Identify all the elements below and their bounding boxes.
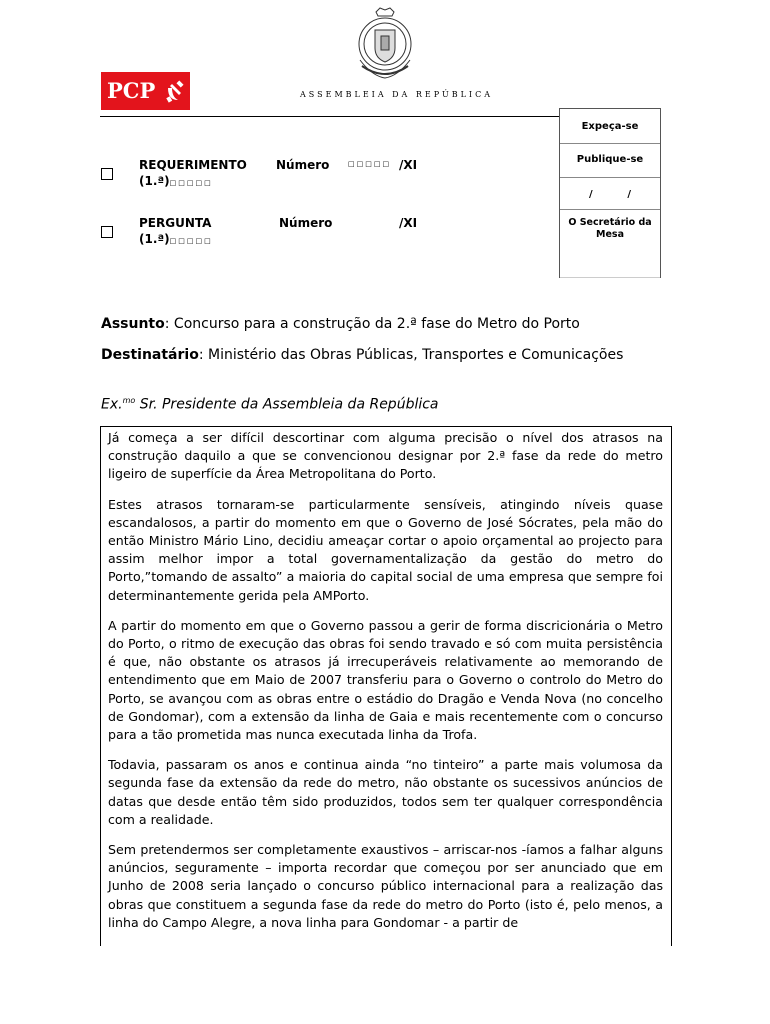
stamp-divider: [560, 143, 660, 144]
subject-text: : Concurso para a construção da 2.ª fase do Metro do Porto: [164, 316, 580, 332]
pcp-party-logo: [101, 72, 190, 110]
coat-of-arms-crest: [352, 6, 418, 80]
pergunta-legislature: /XI: [399, 216, 418, 230]
stamp-box: [559, 108, 661, 278]
pergunta-checkbox[interactable]: [101, 226, 113, 238]
recipient-line: [101, 347, 623, 363]
salutation-superscript: mo: [122, 396, 136, 405]
body-paragraph: Todavia, passaram os anos e continua ainda “no tinteiro” a parte mais volumosa da segunda fase da extensão da rede do metro, não obstante os sucessivos anúncios de datas que desde então têm sido produzidos, todos sem ter qualquer correspondência com a realidade.: [108, 757, 663, 827]
salutation: [101, 396, 439, 413]
hammer-sickle-icon: [164, 80, 186, 104]
subject-label: Assunto: [101, 316, 165, 332]
pergunta-label: PERGUNTA: [139, 216, 212, 230]
pcp-logo-text: PCP: [107, 78, 156, 103]
pergunta-series-boxes[interactable]: □□□□□: [169, 237, 213, 245]
requerimento-numero-label: Número: [276, 158, 330, 172]
pergunta-series: [139, 232, 213, 246]
requerimento-legislature: /XI: [399, 158, 418, 172]
requerimento-checkbox[interactable]: [101, 168, 113, 180]
requerimento-series: [139, 174, 213, 188]
date-field: / /: [588, 189, 632, 200]
body-paragraph: Já começa a ser difícil descortinar com alguma precisão o nível dos atrasos na construção daquilo a que se convencionou designar por 2.ª fase da rede do metro ligeiro de superfície da Área Metropolitana do Porto.: [108, 430, 663, 482]
salutation-text: Sr. Presidente da Assembleia da República: [135, 396, 439, 413]
body-paragraph: A partir do momento em que o Governo passou a gerir de forma discricionária o Metro do Porto, o ritmo de execução das obras foi sendo travado e só com muita persistência é que, não obstante os atrasos já irrecuperáveis relativamente ao memorando de entendimento que em Maio de 2007 transferiu para o Governo o controlo do Metro do Porto, se avançou com as obras entre o estádio do Dragão e Venda Nova (no concelho de Gondomar), com a extensão da linha de Gaia e mais recentemente com o concurso para a tão prometida mas nunca executada linha da Trofa.: [108, 617, 663, 743]
pergunta-series-label: (1.ª): [139, 232, 170, 246]
header-divider: [100, 116, 560, 117]
requerimento-label: REQUERIMENTO: [139, 158, 247, 172]
requerimento-series-boxes[interactable]: □□□□□: [169, 179, 213, 187]
expeca-label: Expeça-se: [581, 121, 639, 132]
secretario-label: O Secretário da Mesa: [568, 217, 652, 240]
body-text-box: [100, 426, 672, 946]
body-paragraph: Estes atrasos tornaram-se particularmente sensíveis, atingindo níveis quase escandalosos, a partir do momento em que o Governo de José Sócrates, pela mão do então Ministro Mário Lino, decidiu ameaçar cortar o apoio orçamental ao projecto para assim melhor impor a total governamentalização da gestão do metro do Porto,”tomando de assalto” a maioria do capital social de uma empresa que sempre foi determinantemente gerida pela AMPorto.: [108, 496, 663, 603]
institution-header: ASSEMBLEIA DA REPÚBLICA: [300, 90, 493, 99]
publique-label: Publique-se: [576, 154, 644, 165]
stamp-divider: [560, 177, 660, 178]
pergunta-numero-label: Número: [279, 216, 333, 230]
stamp-divider: [560, 209, 660, 210]
subject-line: [101, 316, 580, 332]
recipient-text: : Ministério das Obras Públicas, Transportes e Comunicações: [198, 347, 624, 363]
body-paragraph: Sem pretendermos ser completamente exaustivos – arriscar-nos -íamos a falhar alguns anúncios, seguramente – importa recordar que começou por ser anunciado que em Junho de 2008 seria lançado o concurso público internacional para a realização das obras que constituem a segunda fase da rede do metro do Porto (isto é, pelo menos, a linha do Campo Alegre, a nova linha para Gondomar - a partir de: [108, 842, 663, 930]
requerimento-series-label: (1.ª): [139, 174, 170, 188]
requerimento-number-boxes[interactable]: □□□□□: [348, 160, 392, 168]
recipient-label: Destinatário: [101, 347, 199, 363]
salutation-prefix: Ex.: [101, 396, 123, 413]
stamp-divider: [560, 277, 660, 278]
